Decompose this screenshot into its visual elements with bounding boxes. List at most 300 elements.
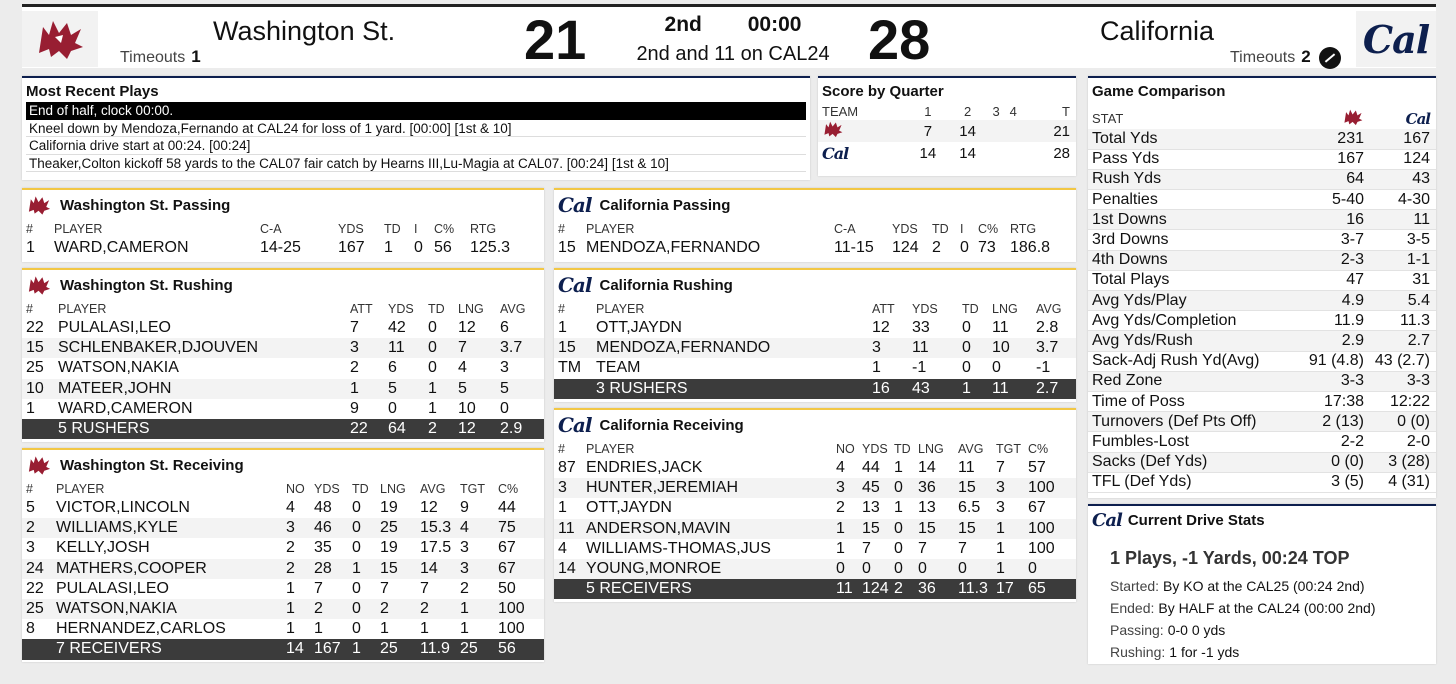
cougar-head-icon: [822, 120, 844, 138]
player-name: KELLY,JOSH: [56, 539, 150, 557]
wsu-receiving-table: # PLAYER NO YDS TD LNG AVG TGT C% 5 VICTOR,LINCOLN 4 48 0 19 12 9 44 2 WILLIAMS,KYLE 3 46 0 25 15.3 4 75 3 KELLY,JOSH 2 35 0 19 17.5 3 67 24 MATHERS,COOPER 2 28 1 15 14 3 67 22 PULALASI,LEO 1 7 0 7 7 2 50 25 WATSON,NAKIA 1 2 0 2 2 1 100 8 HERNANDEZ,CARLOS 1 1 0 1 1 1 100 7 RECEIVERS 14 167 1 25 11.9 25 56: [22, 480, 544, 660]
stat-cell: 1: [836, 539, 845, 557]
table-row[interactable]: [554, 478, 1076, 498]
stat-cell: 15.3: [416, 518, 456, 538]
wsu-receiving-title: Washington St. Receiving: [60, 456, 244, 474]
stat-cell: 67: [498, 539, 516, 557]
stat-cell: 50: [498, 579, 516, 597]
cal-script-logo: Cal: [1092, 509, 1122, 531]
drive-stats-panel: [1088, 504, 1436, 664]
stat-cell: 35: [314, 539, 332, 557]
stat-cell: 100: [1024, 519, 1076, 539]
table-row[interactable]: [22, 318, 544, 338]
stat-cell: 2: [286, 539, 295, 557]
cal-script-logo: Cal: [1405, 109, 1430, 128]
comparison-row: [1088, 412, 1436, 432]
player-name: MATHERS,COOPER: [52, 559, 282, 579]
stat-cell: 0: [352, 579, 361, 597]
stat-cell: 11: [958, 459, 975, 477]
stat-cell: 0: [428, 319, 437, 337]
table-row[interactable]: [22, 358, 544, 378]
stat-cell: 1: [424, 379, 454, 399]
player-name: OTT,JAYDN: [596, 319, 682, 337]
stat-cell: 100: [498, 620, 525, 638]
totals-cell: 25: [456, 639, 494, 659]
cal-passing-panel: [554, 188, 1076, 262]
stat-cell: TM: [558, 359, 582, 377]
stat-cell: 1: [894, 459, 903, 477]
stat-cell: 2.8: [1036, 319, 1059, 337]
stat-cell: 3: [346, 338, 384, 358]
stat-label: Pass Yds: [1088, 149, 1304, 169]
stat-cell: 10: [22, 379, 54, 399]
table-row[interactable]: [22, 599, 544, 619]
comparison-row: [1088, 291, 1436, 311]
stat-value: 2-3: [1304, 250, 1370, 270]
stat-cell: 2: [460, 579, 469, 597]
comparison-row: [1088, 210, 1436, 230]
stat-value: 5.4: [1370, 291, 1436, 311]
stat-cell: 0: [1024, 559, 1076, 579]
away-team-name: California: [1100, 16, 1215, 46]
stat-cell: 0: [352, 499, 361, 517]
table-row[interactable]: 1 WARD,CAMERON 14-25 167 1 0 56 125.3: [26, 239, 511, 257]
cal-logo: [1356, 11, 1436, 67]
wsu-passing-title: Washington St. Passing: [60, 196, 231, 214]
drive-detail-label: Started:: [1110, 578, 1160, 594]
player-name: YOUNG,MONROE: [582, 559, 832, 579]
totals-cell: 2.9: [496, 419, 544, 439]
stat-cell: 11: [908, 338, 958, 358]
stat-cell: 0: [890, 559, 914, 579]
stat-cell: 3: [554, 478, 582, 498]
stat-value: 11.9: [1304, 311, 1370, 331]
stat-cell: 17.5: [420, 539, 452, 557]
cal-receiving-panel: [554, 408, 1076, 602]
stat-value: 43: [1370, 169, 1436, 189]
stat-cell: 11: [384, 338, 424, 358]
stat-cell: 1: [282, 599, 310, 619]
play-item[interactable]: End of half, clock 00:00.: [26, 102, 806, 120]
stat-cell: 25: [26, 359, 44, 377]
stat-cell: 0: [388, 399, 397, 417]
totals-cell: 167: [310, 639, 348, 659]
stat-cell: 4: [458, 359, 467, 377]
stat-cell: 5: [496, 379, 544, 399]
table-row[interactable]: [22, 498, 544, 518]
stat-value: 2-2: [1304, 432, 1370, 452]
stat-cell: 2: [310, 599, 348, 619]
cal-script-logo: Cal: [558, 273, 592, 297]
comparison-row: [1088, 129, 1436, 149]
stat-cell: 19: [380, 499, 398, 517]
stat-cell: 7: [380, 579, 389, 597]
wsu-receiving-panel: [22, 448, 544, 662]
wsu-rushing-panel: [22, 268, 544, 442]
stat-cell: 12: [458, 319, 476, 337]
stat-cell: 3: [868, 338, 908, 358]
stat-cell: 67: [494, 559, 544, 579]
stat-cell: -1: [912, 359, 927, 377]
stat-value: 31: [1370, 270, 1436, 290]
drive-detail: [1110, 641, 1436, 663]
table-row[interactable]: [22, 559, 544, 579]
table-row: Cal 14 14 28: [822, 143, 1070, 163]
comparison-row: [1088, 331, 1436, 351]
player-name: HUNTER,JEREMIAH: [582, 478, 832, 498]
totals-cell: 64: [384, 419, 424, 439]
stat-label: Avg Yds/Rush: [1088, 331, 1304, 351]
comparison-row: [1088, 432, 1436, 452]
stat-cell: 33: [912, 319, 930, 337]
totals-cell: 36: [914, 579, 954, 599]
player-name: PULALASI,LEO: [58, 319, 171, 337]
stat-cell: 3.7: [1032, 338, 1076, 358]
totals-cell: 14: [282, 639, 310, 659]
table-row[interactable]: [22, 379, 544, 399]
stat-value: 16: [1304, 210, 1370, 230]
stat-cell: 25: [376, 518, 416, 538]
stat-cell: 42: [388, 319, 406, 337]
table-row[interactable]: [554, 458, 1076, 478]
stat-cell: 1: [380, 620, 389, 638]
stat-cell: 0: [348, 599, 376, 619]
cal-script-logo: Cal: [822, 143, 849, 163]
drive-detail-value: 0-0 0 yds: [1167, 622, 1226, 638]
stat-cell: 1: [558, 499, 567, 517]
stat-cell: 100: [1028, 539, 1055, 557]
comparison-row: [1088, 391, 1436, 411]
cougar-head-icon: [26, 274, 52, 296]
drive-detail-value: By KO at the CAL25 (00:24 2nd): [1163, 578, 1365, 594]
stat-cell: 15: [858, 519, 890, 539]
table-row[interactable]: [554, 519, 1076, 539]
down-distance: 2nd and 11 on CAL24: [636, 43, 830, 65]
stat-cell: 5: [454, 379, 496, 399]
stat-cell: 15: [954, 519, 992, 539]
stat-cell: 1: [420, 620, 429, 638]
comparison-row: [1088, 149, 1436, 169]
stat-cell: 75: [494, 518, 544, 538]
drive-detail-label: Ended:: [1110, 600, 1155, 616]
stat-cell: 1: [346, 379, 384, 399]
stat-cell: 11: [992, 319, 1009, 337]
totals-cell: 65: [1024, 579, 1076, 599]
cal-script-logo: Cal: [558, 413, 592, 437]
stat-cell: 4: [558, 539, 567, 557]
player-name: WATSON,NAKIA: [52, 599, 282, 619]
stat-value: 4-30: [1370, 190, 1436, 210]
game-status: [618, 13, 848, 66]
wsu-logo: [22, 11, 98, 67]
stat-cell: 57: [1028, 459, 1046, 477]
stat-cell: 7: [420, 579, 429, 597]
cougar-head-icon: [33, 17, 87, 61]
cal-rushing-title: California Rushing: [599, 276, 733, 294]
stat-value: 3 (5): [1304, 472, 1370, 492]
stat-cell: 10: [458, 399, 476, 417]
stat-cell: 0: [348, 518, 376, 538]
table-row[interactable]: [554, 338, 1076, 358]
stat-cell: 14: [554, 559, 582, 579]
stat-value: 3-3: [1370, 371, 1436, 391]
stat-value: 2-0: [1370, 432, 1436, 452]
stat-label: Sack-Adj Rush Yd(Avg): [1088, 351, 1304, 371]
stat-cell: 7: [958, 539, 967, 557]
wsu-passing-panel: [22, 188, 544, 262]
table-row[interactable]: 15 MENDOZA,FERNANDO 11-15 124 2 0 73 186.8: [558, 239, 1051, 257]
stat-cell: 0: [890, 519, 914, 539]
stat-value: 3 (28): [1370, 452, 1436, 472]
player-name: MATEER,JOHN: [54, 379, 346, 399]
wsu-passing-table: # PLAYER C-A YDS TD I C% RTG 1 WARD,CAMERON 14-25 167 1 0 56 125.3: [22, 220, 544, 258]
totals-spacer: [22, 419, 54, 439]
stat-cell: 3: [500, 359, 509, 377]
stat-cell: 7: [996, 459, 1005, 477]
stat-cell: 6: [388, 359, 397, 377]
plays-list: [26, 102, 806, 172]
table-row[interactable]: [554, 498, 1076, 518]
stat-value: 4.9: [1304, 291, 1370, 311]
stat-cell: 100: [494, 599, 544, 619]
stat-value: 0 (0): [1304, 452, 1370, 472]
stat-cell: 0: [352, 539, 361, 557]
game-comparison-table: STAT Cal Total Yds 231 167 Pass Yds 167 124 Rush Yds 64 43 Penalties 5-40 4-30 1st Downs 16 11 3rd Downs 3-7 3-5 4th Downs 2-3 1-1 Total Plays 47 31 Avg Yds/Play 4.9 5.4 Avg Yds/Completion 11.9 11.3 Avg Yds/Rush 2.9 2.7 Sack-Adj Rush Yd(Avg) 91 (4.8) 43 (2.7) Red Zone 3-3 3-3 Time of Poss 17:38 12:22 Turnovers (Def Pts Off) 2 (13) 0 (0) Fumbles-Lost 2-2 2-0 Sacks (Def Yds) 0 (0) 3 (28) TFL (Def Yds) 3 (5) 4 (31): [1088, 108, 1436, 493]
stat-cell: 9: [350, 399, 359, 417]
stat-cell: 6: [500, 319, 509, 337]
stat-cell: 2: [350, 359, 359, 377]
stat-cell: 15: [954, 478, 992, 498]
comparison-row: [1088, 250, 1436, 270]
stat-label: Total Plays: [1088, 270, 1304, 290]
stat-value: 47: [1304, 270, 1370, 290]
comparison-row: [1088, 230, 1436, 250]
stat-value: 231: [1304, 129, 1370, 149]
totals-cell: 1: [958, 379, 988, 399]
comparison-row: [1088, 371, 1436, 391]
home-score: 21: [524, 8, 587, 71]
stat-cell: 44: [862, 459, 880, 477]
stat-value: 1-1: [1370, 250, 1436, 270]
stat-label: Penalties: [1088, 190, 1304, 210]
table-row[interactable]: [554, 358, 1076, 378]
stat-cell: 12: [872, 319, 890, 337]
comparison-row: [1088, 270, 1436, 290]
player-name: MENDOZA,FERNANDO: [592, 338, 868, 358]
wsu-rushing-table: # PLAYER ATT YDS TD LNG AVG 22 PULALASI,LEO 7 42 0 12 6 15 SCHLENBAKER,DJOUVEN 3 11 0 7 3.7 25 WATSON,NAKIA 2 6 0 4 3 10 MATEER,JOHN 1 5 1 5 5 1 WARD,CAMERON 9 0 1 10 0 5 RUSHERS 22 64 2 12 2.9: [22, 300, 544, 439]
stat-cell: 24: [22, 559, 52, 579]
stat-label: Sacks (Def Yds): [1088, 452, 1304, 472]
stat-cell: 14: [416, 559, 456, 579]
totals-label: 3 RUSHERS: [592, 379, 868, 399]
stat-cell: 44: [498, 499, 516, 517]
stat-cell: 28: [310, 559, 348, 579]
stat-label: 1st Downs: [1088, 210, 1304, 230]
stat-label: Fumbles-Lost: [1088, 432, 1304, 452]
stat-value: 43 (2.7): [1370, 351, 1436, 371]
stat-cell: 1: [428, 399, 437, 417]
table-row[interactable]: [554, 318, 1076, 338]
stat-cell: 1: [348, 559, 376, 579]
drive-detail: [1110, 575, 1436, 597]
stat-cell: 0: [858, 559, 890, 579]
table-row[interactable]: [22, 579, 544, 599]
stat-value: 3-7: [1304, 230, 1370, 250]
stat-cell: 0: [890, 478, 914, 498]
stat-label: Red Zone: [1088, 371, 1304, 391]
stat-cell: 9: [460, 499, 469, 517]
cal-script-logo: Cal: [558, 193, 592, 217]
scoreboard: [22, 4, 1436, 71]
drive-detail-value: By HALF at the CAL24 (00:00 2nd): [1158, 600, 1376, 616]
comparison-row: [1088, 190, 1436, 210]
cal-rushing-table: # PLAYER ATT YDS TD LNG AVG 1 OTT,JAYDN 12 33 0 11 2.8 15 MENDOZA,FERNANDO 3 11 0 10 3.7 TM TEAM 1 -1 0 0 -1 3 RUSHERS 16 43 1 11 2.7: [554, 300, 1076, 399]
play-item[interactable]: Kneel down by Mendoza,Fernando at CAL24 for loss of 1 yard. [00:00] [1st & 10]: [26, 120, 806, 138]
stat-cell: 1: [872, 359, 881, 377]
drive-detail: [1110, 619, 1436, 641]
stat-cell: 1: [996, 539, 1005, 557]
player-name: TEAM: [596, 359, 641, 377]
stat-cell: 36: [914, 478, 954, 498]
stat-cell: 15: [22, 338, 54, 358]
cal-rushing-panel: [554, 268, 1076, 402]
stat-cell: 0: [954, 559, 992, 579]
stat-cell: 0: [832, 559, 858, 579]
player-name: WILLIAMS-THOMAS,JUS: [586, 539, 771, 557]
stat-label: Avg Yds/Play: [1088, 291, 1304, 311]
table-row[interactable]: [554, 559, 1076, 579]
stat-cell: 0: [894, 539, 903, 557]
stat-cell: 1: [286, 620, 295, 638]
player-name: WATSON,NAKIA: [58, 359, 179, 377]
stat-cell: 3: [832, 478, 858, 498]
stat-label: Turnovers (Def Pts Off): [1088, 412, 1304, 432]
table-row[interactable]: [22, 538, 544, 558]
totals-cell: 12: [454, 419, 496, 439]
stat-label: Rush Yds: [1088, 169, 1304, 189]
stat-value: 12:22: [1370, 391, 1436, 411]
table-row[interactable]: [22, 338, 544, 358]
stat-cell: 4: [456, 518, 494, 538]
stat-value: 2 (13): [1304, 412, 1370, 432]
totals-spacer: [554, 579, 582, 599]
cal-passing-table: # PLAYER C-A YDS TD I C% RTG 15 MENDOZA,FERNANDO 11-15 124 2 0 73 186.8: [554, 220, 1076, 258]
stat-value: 4 (31): [1370, 472, 1436, 492]
drive-detail-label: Rushing:: [1110, 644, 1166, 660]
cal-receiving-table: # PLAYER NO YDS TD LNG AVG TGT C% 87 ENDRIES,JACK 4 44 1 14 11 7 57 3 HUNTER,JEREMIAH 3 45 0 36 15 3 100 1 OTT,JAYDN 2 13 1 13 6.5 3 67 11 ANDERSON,MAVIN 1 15 0 15 15 1 100 4 WILLIAMS-THOMAS,JUS 1 7 0 7 7 1 100 14 YOUNG,MONROE 0 0 0 0 0 1 0 5 RECEIVERS 11 124 2 36 11.3 17 65: [554, 440, 1076, 599]
player-name: PULALASI,LEO: [56, 579, 169, 597]
wsu-rushing-title: Washington St. Rushing: [60, 276, 233, 294]
play-item[interactable]: California drive start at 00:24. [00:24]: [26, 137, 806, 155]
stat-cell: 46: [310, 518, 348, 538]
stat-cell: 12: [420, 499, 438, 517]
table-row[interactable]: [22, 518, 544, 538]
stat-cell: 3: [456, 559, 494, 579]
drive-detail-value: 1 for -1 yds: [1169, 644, 1240, 660]
player-name: OTT,JAYDN: [586, 499, 672, 517]
stat-cell: 3.7: [496, 338, 544, 358]
stat-label: 4th Downs: [1088, 250, 1304, 270]
totals-cell: 17: [992, 579, 1024, 599]
stat-cell: 7: [918, 539, 927, 557]
player-name: WARD,CAMERON: [58, 399, 193, 417]
totals-row: [554, 579, 1076, 599]
totals-label: 7 RECEIVERS: [52, 639, 282, 659]
stat-cell: 3: [282, 518, 310, 538]
stat-cell: 2: [282, 559, 310, 579]
stat-cell: 1: [558, 319, 567, 337]
score-by-quarter-table: TEAM 1 2 3 4 T 7 14 21 Cal 14 14 28: [818, 102, 1076, 164]
play-item[interactable]: Theaker,Colton kickoff 58 yards to the CAL07 fair catch by Hearns III,Lu-Magia at CAL07. [00:24] [1st & 10]: [26, 155, 806, 173]
period: 2nd: [664, 13, 702, 36]
player-name: HERNANDEZ,CARLOS: [56, 620, 226, 638]
stat-cell: 8: [26, 620, 35, 638]
totals-row: [22, 639, 544, 659]
away-score: 28: [868, 8, 931, 71]
table-row[interactable]: [554, 539, 1076, 559]
stat-cell: 67: [1028, 499, 1046, 517]
stat-cell: 3: [996, 499, 1005, 517]
totals-cell: 2: [424, 419, 454, 439]
player-name: SCHLENBAKER,DJOUVEN: [54, 338, 346, 358]
table-row[interactable]: [22, 619, 544, 639]
totals-cell: 124: [858, 579, 890, 599]
stat-cell: 0: [962, 359, 971, 377]
totals-cell: 43: [908, 379, 958, 399]
stat-cell: 2: [22, 518, 52, 538]
recent-plays-panel: [22, 76, 810, 180]
football-icon: [1319, 47, 1341, 69]
stat-value: 17:38: [1304, 391, 1370, 411]
stat-cell: 4: [836, 459, 845, 477]
stat-cell: 0: [352, 620, 361, 638]
comparison-row: [1088, 452, 1436, 472]
stat-cell: 22: [26, 319, 44, 337]
totals-cell: 11: [988, 379, 1032, 399]
stat-cell: 4: [286, 499, 295, 517]
stat-cell: 1: [286, 579, 295, 597]
cal-script-logo: Cal: [1362, 16, 1430, 62]
totals-label: 5 RECEIVERS: [582, 579, 832, 599]
game-comparison-title: Game Comparison: [1092, 83, 1226, 100]
stat-cell: 0: [992, 359, 1001, 377]
stat-cell: -1: [1036, 359, 1051, 377]
stat-cell: 48: [314, 499, 332, 517]
score-by-quarter-panel: [818, 76, 1076, 176]
stat-cell: 10: [988, 338, 1032, 358]
player-name: WILLIAMS,KYLE: [52, 518, 282, 538]
stat-cell: 2: [836, 499, 845, 517]
stat-value: 0 (0): [1370, 412, 1436, 432]
comparison-row: [1088, 169, 1436, 189]
drive-detail: [1110, 597, 1436, 619]
cougar-head-icon: [1342, 108, 1364, 126]
stat-cell: 3: [460, 539, 469, 557]
stat-cell: 7: [350, 319, 359, 337]
home-team-name: Washington St.: [213, 16, 396, 46]
stat-cell: 1: [894, 499, 903, 517]
table-row[interactable]: [22, 399, 544, 419]
stat-cell: 0: [914, 559, 954, 579]
totals-cell: 22: [346, 419, 384, 439]
stat-value: 2.9: [1304, 331, 1370, 351]
stat-value: 91 (4.8): [1304, 351, 1370, 371]
stat-cell: 0: [428, 359, 437, 377]
drive-summary: 1 Plays, -1 Yards, 00:24 TOP: [1110, 548, 1350, 568]
totals-row: [554, 379, 1076, 399]
stat-cell: 87: [558, 459, 576, 477]
stat-value: 167: [1304, 149, 1370, 169]
